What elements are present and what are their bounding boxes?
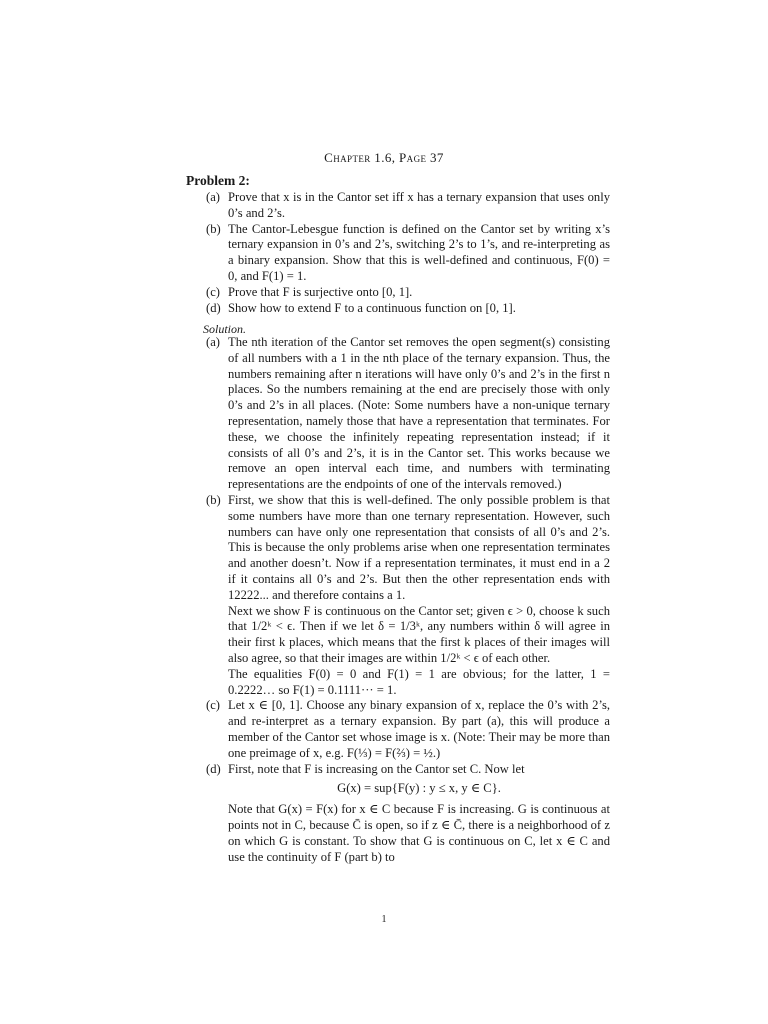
problem-item-c	[206, 285, 610, 301]
solution-b-paragraph-2: Next we show F is continuous on the Cantor set; given ϵ > 0, choose k such that 1/2ᵏ < ϵ. Then if we let δ = 1/3ᵏ, any numbers within δ will agree in their first k places, which means that the first k places of their images will also agree, so that their images are within 1/2ᵏ < ϵ of each other.	[228, 603, 610, 665]
item-label: (c)	[206, 284, 220, 299]
solution-a-text: The nth iteration of the Cantor set removes the open segment(s) consisting of all numbers with a 1 in the nth place of the ternary expansion. Thus, the numbers remaining after n iterations will have only 0’s and 2’s in the first n places. So the numbers remaining at the end are precisely those with only 0’s and 2’s in all places. (Note: Some numbers have a non-unique ternary representation, namely those that have a representation that terminates. For these, we choose the infinitely repeating representation instead; if it consists of all 0’s and 2’s, it is in the Cantor set. This works because we remove an open interval each time, and numbers with terminating representations are the endpoints of one of the intervals removed.)	[228, 335, 610, 492]
item-label: (d)	[206, 761, 221, 776]
solution-item-d	[206, 762, 610, 866]
display-equation: G(x) = sup{F(y) : y ≤ x, y ∈ C}.	[337, 781, 501, 796]
solution-d-paragraph-2: Note that G(x) = F(x) for x ∈ C because F is increasing. G is continuous at points not in C, because C̄ is open, so if z ∈ C̄, there is a neighborhood of z on which G is constant. To show that G is continuous on C, let x ∈ C and use the continuity of F (part b) to	[228, 802, 610, 864]
solution-list	[206, 335, 610, 865]
item-label: (a)	[206, 335, 220, 349]
chapter-header: Chapter 1.6, Page 37	[324, 150, 444, 165]
solution-item-c	[206, 698, 610, 761]
item-text: Prove that x is in the Cantor set iff x has a ternary expansion that uses only 0’s and 2’s.	[228, 190, 610, 220]
problem-item-b	[206, 222, 610, 285]
item-text: The Cantor-Lebesgue function is defined on the Cantor set by writing x’s ternary expansion in 0’s and 2’s, switching 2’s to 1’s, and re-interpreting as a binary expansion. Show that this is well-defined and continuous, F(0) = 0, and F(1) = 1.	[228, 221, 610, 283]
item-label: (d)	[206, 300, 221, 315]
item-label: (b)	[206, 492, 221, 507]
item-label: (a)	[206, 190, 220, 204]
problem-heading: Problem 2:	[186, 173, 250, 188]
solution-item-a	[206, 335, 610, 493]
problem-list	[206, 190, 610, 316]
solution-b-paragraph-1: First, we show that this is well-defined. The only possible problem is that some numbers have more than one ternary representation. However, such numbers can have only one representation that consists of all 0’s and 2’s. This is because the only problems arise when one representation terminates and another doesn’t. Now if a representation terminates, it must end in a 2 if it contains all 0’s and 2’s. But then the other representation ends with 12222... and therefore contains a 1.	[228, 492, 610, 602]
item-label: (c)	[206, 698, 220, 713]
problem-item-a	[206, 190, 610, 222]
item-text: Show how to extend F to a continuous function on [0, 1].	[228, 300, 516, 315]
solution-b-paragraph-3: The equalities F(0) = 0 and F(1) = 1 are obvious; for the latter, 1 = 0.2222… so F(1) = 0.1111··· = 1.	[228, 666, 610, 697]
solution-c-text: Let x ∈ [0, 1]. Choose any binary expansion of x, replace the 0’s with 2’s, and re-interpret as a ternary expansion. By part (a), this will produce a member of the Cantor set whose image is x. (Note: Their may be more than one preimage of x, e.g. F(⅓) = F(⅔) = ½.)	[228, 698, 610, 760]
item-text: Prove that F is surjective onto [0, 1].	[228, 284, 413, 299]
solution-d-paragraph-1: First, note that F is increasing on the Cantor set C. Now let	[228, 761, 525, 776]
page-number: 1	[381, 914, 387, 925]
solution-label: Solution.	[203, 322, 247, 336]
problem-item-d	[206, 301, 610, 317]
item-label: (b)	[206, 221, 221, 236]
solution-item-b	[206, 493, 610, 698]
